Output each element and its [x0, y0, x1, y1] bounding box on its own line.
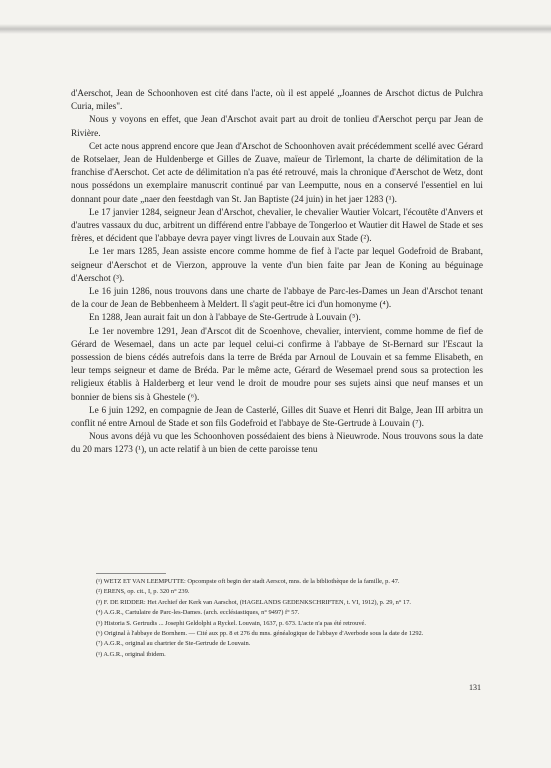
- footnote-divider: [96, 573, 166, 574]
- paragraph: Le 1er mars 1285, Jean assiste encore comme homme de fief à l'acte par lequel Godefroid de Brabant, seigneur d'Aerschot et de Vierzon, approuve la vente d'un bien faite par Jean de Koning au béguinage d'Aerschot (³).: [71, 247, 483, 284]
- footnote: (⁶) Original à l'abbaye de Bornhem. — Cité aux pp. 8 et 276 du mns. généalogique de l'abbaye d'Averbode sous la date de 1292.: [96, 630, 424, 638]
- footnote: (⁵) Historia S. Gertrudis ... Josephi Geldolphi a Ryckel. Louvain, 1637, p. 673. L'acte n'a pas été retrouvé.: [96, 619, 366, 627]
- paragraph: Le 6 juin 1292, en compagnie de Jean de Casterlé, Gilles dit Suave et Henri dit Balge, Jean III arbitra un conflit né entre Arnoul de Stade et son fils Godefroid et l'abbaye de Ste-Gertrude à Louvain (⁷).: [71, 405, 483, 430]
- paragraph: En 1288, Jean aurait fait un don à l'abbaye de Ste-Gertrude à Louvain (⁵).: [89, 313, 361, 324]
- page-top-edge: [0, 24, 551, 34]
- paragraph: d'Aerschot, Jean de Schoonhoven est cité dans l'acte, où il est appelé „Joannes de Arschot dictus de Pulchra Curia, miles".: [71, 89, 483, 113]
- paragraph: Nous y voyons en effet, que Jean d'Arschot avait part au droit de tonlieu d'Aerschot perçu par Jean de Rivière.: [71, 115, 483, 139]
- body-text: [71, 88, 483, 458]
- footnote: (¹) A.G.R., original ibidem.: [96, 650, 166, 658]
- footnote: (⁷) A.G.R., original au chartrier de Ste-Gertrude de Louvain.: [96, 640, 251, 648]
- footnotes: [96, 577, 483, 660]
- footnote: (¹) WETZ ET VAN LEEMPUTTE: Opcompste oft begin der stadt Aerscot, mns. de la bibliothèque de la famille, p. 47.: [96, 578, 400, 585]
- page-number: 131: [469, 683, 481, 692]
- footnote: (⁴) A.G.R., Cartulaire de Parc-les-Dames. (arch. ecclésiastiques, n° 9497) f° 57.: [96, 609, 300, 617]
- paragraph: Le 16 juin 1286, nous trouvons dans une charte de l'abbaye de Parc-les-Dames un Jean d'Arschot tenant de la cour de Jean de Bebbenheem à Meldert. Il s'agit peut-être ici d'un homonyme (⁴).: [71, 287, 483, 311]
- paragraph: Le 1er novembre 1291, Jean d'Arscot dit de Scoenhove, chevalier, intervient, comme homme de fief de Gérard de Wesemael, dans un acte par lequel celui-ci confirme à l'abbaye de St-Bernard sur l'Escaut la possession de biens cédés autrefois dans la terre de Bréda par Arnoul de Louvain et sa femme Elisabeth, en leur temps seigneur et dame de Bréda. Par le même acte, Gérard de Wesemael prend sous sa protection les religieux établis à Halderberg et leur vend le droit de moudre pour ses sujets ainsi que neuf manses et un bonnier de biens sis à Ghestele (⁶).: [71, 326, 483, 403]
- footnote: (³) F. DE RIDDER: Het Archief der Kerk van Aarschot, (HAGELANDS GEDENKSCHRIFTEN, t. VI, 1912), p. 29, n° 17.: [96, 598, 411, 606]
- footnote: (²) ERENS, op. cit., I, p. 320 n° 239.: [96, 588, 190, 596]
- paragraph: Cet acte nous apprend encore que Jean d'Arschot de Schoonhoven avait précédemment scellé avec Gérard de Rotselaer, Jean de Huldenberge et Gilles de Zuave, maïeur de Tirlemont, la charte de délimitation de la franchise d'Aerschot. Cet acte de délimitation n'a pas été retrouvé, mais la chronique d'Aerschot de Wetz, dont nous possédons un exemplaire manuscrit continué par van Leemputte, nous en a conservé l'essentiel en lui donnant pour date „naer den feestdagh van St. Jan Baptiste (24 juin) in het jaer 1283 (¹).: [71, 141, 483, 205]
- paragraph: Nous avons déjà vu que les Schoonhoven possédaient des biens à Nieuwrode. Nous trouvons sous la date du 20 mars 1273 (¹), un acte relatif à un bien de cette paroisse tenu: [71, 432, 483, 456]
- paragraph: Le 17 janvier 1284, seigneur Jean d'Arschot, chevalier, le chevalier Wautier Volcart, l'écoutête d'Anvers et d'autres vassaux du duc, arbitrent un différend entre l'abbaye de Tongerloo et Wautier dit Hawel de Stade et ses frères, et décident que l'abbaye devra payer vingt livres de Louvain aux Stade (²).: [71, 207, 483, 245]
